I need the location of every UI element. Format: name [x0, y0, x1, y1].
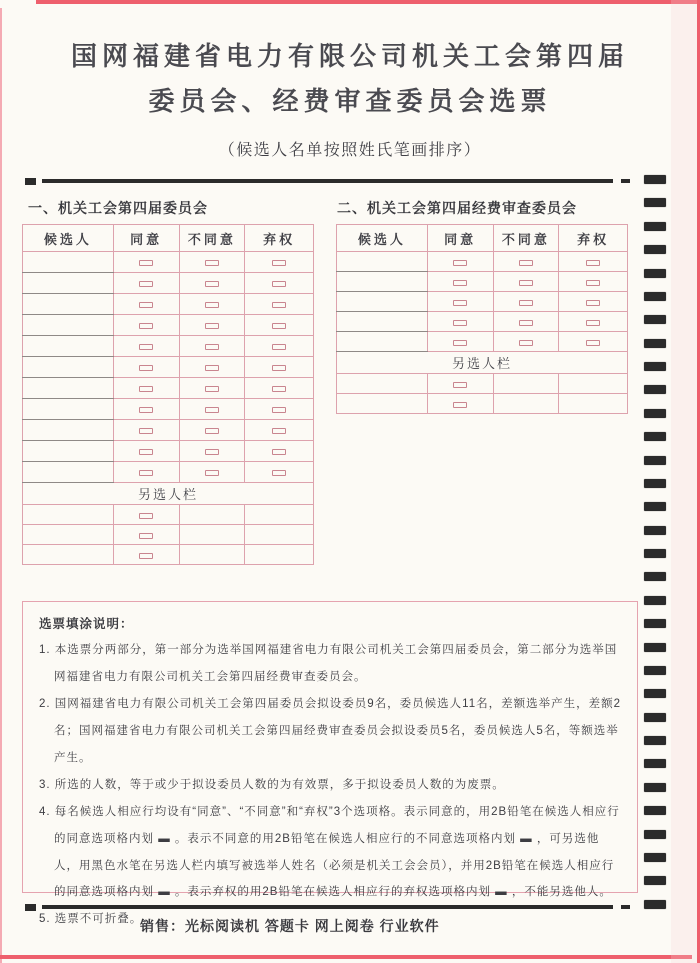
- option-cell: [427, 332, 493, 352]
- timing-mark: [644, 479, 666, 488]
- omr-bubble[interactable]: [519, 280, 533, 286]
- candidate-name-cell[interactable]: [23, 420, 114, 441]
- option-cell: [113, 336, 179, 357]
- separator-bar: [42, 905, 613, 909]
- omr-bubble[interactable]: [586, 280, 600, 286]
- funds-review-ballot-table: [336, 224, 628, 414]
- option-cell: [113, 441, 179, 462]
- option-cell: [493, 252, 559, 272]
- omr-bubble[interactable]: [205, 323, 219, 329]
- omr-bubble[interactable]: [205, 365, 219, 371]
- omr-bubble[interactable]: [519, 260, 533, 266]
- omr-bubble[interactable]: [453, 340, 467, 346]
- omr-bubble[interactable]: [205, 281, 219, 287]
- omr-bubble[interactable]: [453, 260, 467, 266]
- omr-bubble[interactable]: [139, 386, 153, 392]
- omr-bubble[interactable]: [139, 323, 153, 329]
- page-edge-bottom: [0, 955, 692, 959]
- candidate-name-cell[interactable]: [23, 441, 114, 462]
- option-cell: [113, 399, 179, 420]
- column-header-3: 弃权: [559, 225, 628, 252]
- candidate-name-cell[interactable]: [337, 332, 428, 352]
- timing-mark: [644, 876, 666, 885]
- write-in-label-row: [337, 352, 628, 374]
- candidate-row: [337, 332, 628, 352]
- option-cell: [113, 273, 179, 294]
- option-cell: [179, 336, 245, 357]
- timing-mark: [644, 619, 666, 628]
- option-cell: [559, 252, 628, 272]
- omr-bubble[interactable]: [139, 365, 153, 371]
- separator-square-mark: [25, 178, 36, 185]
- column-header-2: 不同意: [179, 225, 245, 252]
- option-cell: [113, 462, 179, 483]
- candidate-name-cell[interactable]: [337, 272, 428, 292]
- omr-bubble[interactable]: [586, 340, 600, 346]
- instruction-item-3: 3. 所选的人数，等于或少于拟设委员人数的为有效票，多于拟设委员人数的为废票。: [39, 778, 505, 791]
- option-cell: [179, 273, 245, 294]
- option-cell: [427, 312, 493, 332]
- omr-bubble[interactable]: [272, 470, 286, 476]
- omr-bubble[interactable]: [586, 300, 600, 306]
- option-cell: [493, 332, 559, 352]
- option-cell: [113, 420, 179, 441]
- omr-bubble[interactable]: [139, 260, 153, 266]
- ballot-subtitle: （候选人名单按照姓氏笔画排序）: [218, 142, 482, 160]
- omr-bubble[interactable]: [453, 320, 467, 326]
- omr-bubble[interactable]: [139, 553, 153, 559]
- empty-cell: [179, 525, 245, 545]
- timing-mark: [644, 806, 666, 815]
- option-cell: [245, 441, 314, 462]
- write-in-section-label: 另选人栏: [337, 352, 628, 374]
- candidate-row: [337, 252, 628, 272]
- option-cell: [427, 272, 493, 292]
- option-cell: [179, 378, 245, 399]
- option-cell: [493, 272, 559, 292]
- option-cell: [493, 312, 559, 332]
- omr-bubble[interactable]: [586, 320, 600, 326]
- omr-bubble[interactable]: [205, 428, 219, 434]
- write-in-name-cell[interactable]: [23, 525, 114, 545]
- instruction-item-2: 2. 国网福建省电力有限公司机关工会第四届委员会拟设委员9名，委员候选人11名，差额选举产生，差额2名；国网福建省电力有限公司机关工会第四届经费审查委员会拟设委员5名，委员候选人5名，等额选举产生。: [39, 698, 622, 764]
- omr-bubble[interactable]: [205, 470, 219, 476]
- table-header-row: [337, 225, 628, 252]
- omr-timing-track: [644, 175, 666, 909]
- empty-cell: [493, 394, 559, 414]
- option-cell: [179, 441, 245, 462]
- timing-mark: [644, 736, 666, 745]
- option-cell: [113, 357, 179, 378]
- empty-cell: [245, 545, 314, 565]
- timing-mark: [644, 269, 666, 278]
- section2-heading: 二、机关工会第四届经费审查委员会: [337, 200, 577, 216]
- omr-bubble[interactable]: [519, 340, 533, 346]
- option-cell: [113, 545, 179, 565]
- table-header-row: [23, 225, 314, 252]
- timing-mark: [644, 315, 666, 324]
- separator-square-mark: [25, 904, 36, 911]
- omr-bubble[interactable]: [139, 281, 153, 287]
- omr-bubble[interactable]: [139, 344, 153, 350]
- write-in-name-cell[interactable]: [337, 374, 428, 394]
- option-cell: [245, 462, 314, 483]
- column-header-0: 候选人: [337, 225, 428, 252]
- separator-line-top: [0, 177, 700, 187]
- empty-cell: [559, 374, 628, 394]
- candidate-name-cell[interactable]: [23, 315, 114, 336]
- omr-bubble[interactable]: [272, 449, 286, 455]
- option-cell: [493, 292, 559, 312]
- timing-mark: [644, 783, 666, 792]
- column-header-0: 候选人: [23, 225, 114, 252]
- timing-mark: [644, 549, 666, 558]
- option-cell: [245, 378, 314, 399]
- candidate-row: [337, 272, 628, 292]
- timing-mark: [644, 362, 666, 371]
- omr-bubble[interactable]: [453, 300, 467, 306]
- option-cell: [559, 272, 628, 292]
- timing-mark: [644, 339, 666, 348]
- option-cell: [245, 420, 314, 441]
- omr-bubble[interactable]: [272, 344, 286, 350]
- timing-mark: [644, 245, 666, 254]
- empty-cell: [245, 505, 314, 525]
- candidate-name-cell[interactable]: [23, 357, 114, 378]
- footer-vendor-text: 销售：光标阅读机 答题卡 网上阅卷 行业软件: [140, 918, 440, 934]
- omr-bubble[interactable]: [453, 402, 467, 408]
- candidate-name-cell[interactable]: [23, 252, 114, 273]
- candidate-row: [23, 357, 314, 378]
- candidate-name-cell[interactable]: [337, 312, 428, 332]
- omr-bubble[interactable]: [139, 533, 153, 539]
- option-cell: [245, 252, 314, 273]
- write-in-name-cell[interactable]: [23, 505, 114, 525]
- timing-mark: [644, 572, 666, 581]
- column-header-1: 同意: [113, 225, 179, 252]
- timing-mark: [644, 502, 666, 511]
- omr-bubble[interactable]: [139, 302, 153, 308]
- option-cell: [113, 315, 179, 336]
- write-in-section-label: 另选人栏: [23, 483, 314, 505]
- write-in-row: [337, 394, 628, 414]
- omr-bubble[interactable]: [139, 513, 153, 519]
- write-in-label-row: [23, 483, 314, 505]
- masthead: [0, 34, 700, 160]
- candidate-row: [23, 315, 314, 336]
- candidate-name-cell[interactable]: [337, 292, 428, 312]
- candidate-row: [23, 252, 314, 273]
- omr-bubble[interactable]: [272, 428, 286, 434]
- write-in-row: [23, 545, 314, 565]
- option-cell: [559, 312, 628, 332]
- timing-mark: [644, 666, 666, 675]
- omr-bubble[interactable]: [205, 260, 219, 266]
- candidate-row: [23, 462, 314, 483]
- option-cell: [427, 374, 493, 394]
- candidate-row: [23, 378, 314, 399]
- timing-mark: [644, 596, 666, 605]
- candidate-row: [23, 420, 314, 441]
- section1-heading: 一、机关工会第四届委员会: [28, 200, 208, 216]
- timing-mark: [644, 689, 666, 698]
- candidate-row: [23, 273, 314, 294]
- separator-bar: [42, 179, 613, 183]
- omr-bubble[interactable]: [205, 449, 219, 455]
- candidate-row: [23, 399, 314, 420]
- omr-bubble[interactable]: [453, 280, 467, 286]
- timing-mark: [644, 830, 666, 839]
- option-cell: [245, 315, 314, 336]
- candidate-row: [337, 312, 628, 332]
- omr-bubble[interactable]: [272, 407, 286, 413]
- option-cell: [179, 399, 245, 420]
- option-cell: [179, 357, 245, 378]
- option-cell: [559, 292, 628, 312]
- write-in-name-cell[interactable]: [23, 545, 114, 565]
- option-cell: [113, 378, 179, 399]
- omr-bubble[interactable]: [519, 300, 533, 306]
- timing-mark: [644, 385, 666, 394]
- candidate-name-cell[interactable]: [23, 399, 114, 420]
- option-cell: [179, 294, 245, 315]
- timing-mark: [644, 222, 666, 231]
- option-cell: [113, 294, 179, 315]
- instruction-item-4: 4. 每名候选人相应行均设有“同意”、“不同意”和“弃权”3个选项格。表示同意的，用2B铅笔在候选人相应行的同意选项格内划 ▬ 。表示不同意的用2B铅笔在候选人相应行的不同意选项格内划 ▬ ，可另选他人，用黑色水笔在另选人栏内填写被选举人姓名（必须是机关工会会员），并用2B铅笔在候选人相应行的同意选项格内划 ▬ 。表示弃权的用2B铅笔在候选人相应行的弃权选项格内划 ▬ ，不能另选他人。: [39, 805, 620, 899]
- write-in-row: [23, 505, 314, 525]
- omr-bubble[interactable]: [139, 470, 153, 476]
- option-cell: [245, 357, 314, 378]
- candidate-name-cell[interactable]: [23, 273, 114, 294]
- timing-mark: [644, 292, 666, 301]
- column-header-3: 弃权: [245, 225, 314, 252]
- column-header-2: 不同意: [493, 225, 559, 252]
- omr-bubble[interactable]: [272, 302, 286, 308]
- ballot-table: [22, 224, 314, 565]
- write-in-row: [337, 374, 628, 394]
- timing-mark: [644, 853, 666, 862]
- candidate-row: [23, 294, 314, 315]
- candidate-name-cell[interactable]: [23, 462, 114, 483]
- candidate-name-cell[interactable]: [23, 378, 114, 399]
- option-cell: [245, 273, 314, 294]
- omr-bubble[interactable]: [205, 407, 219, 413]
- omr-bubble[interactable]: [205, 344, 219, 350]
- ballot-title-line1: 国网福建省电力有限公司机关工会第四届: [70, 41, 629, 71]
- option-cell: [179, 462, 245, 483]
- empty-cell: [179, 505, 245, 525]
- committee-ballot-table: [22, 224, 314, 565]
- write-in-row: [23, 525, 314, 545]
- omr-bubble[interactable]: [205, 302, 219, 308]
- option-cell: [427, 252, 493, 272]
- omr-bubble[interactable]: [272, 323, 286, 329]
- omr-bubble[interactable]: [272, 281, 286, 287]
- empty-cell: [493, 374, 559, 394]
- timing-mark: [644, 759, 666, 768]
- omr-bubble[interactable]: [139, 449, 153, 455]
- option-cell: [113, 525, 179, 545]
- option-cell: [245, 336, 314, 357]
- option-cell: [427, 292, 493, 312]
- instruction-item-5: 5. 选票不可折叠。: [39, 913, 143, 926]
- empty-cell: [245, 525, 314, 545]
- option-cell: [245, 399, 314, 420]
- timing-mark: [644, 175, 666, 184]
- timing-mark: [644, 409, 666, 418]
- timing-mark: [644, 432, 666, 441]
- candidate-name-cell[interactable]: [337, 252, 428, 272]
- ballot-title-line2: 委员会、经费审查委员会选票: [148, 85, 552, 116]
- candidate-name-cell[interactable]: [23, 294, 114, 315]
- column-header-1: 同意: [427, 225, 493, 252]
- instructions-title: 选票填涂说明：: [39, 617, 134, 631]
- timing-mark: [644, 643, 666, 652]
- timing-mark: [644, 526, 666, 535]
- omr-bubble[interactable]: [205, 386, 219, 392]
- omr-bubble[interactable]: [139, 407, 153, 413]
- separator-line-bottom: [0, 903, 700, 913]
- candidate-row: [23, 441, 314, 462]
- candidate-name-cell[interactable]: [23, 336, 114, 357]
- omr-bubble[interactable]: [519, 320, 533, 326]
- separator-dash-mark: [621, 179, 630, 183]
- option-cell: [113, 252, 179, 273]
- separator-dash-mark: [621, 905, 630, 909]
- option-cell: [179, 252, 245, 273]
- option-cell: [559, 332, 628, 352]
- omr-bubble[interactable]: [272, 365, 286, 371]
- option-cell: [245, 294, 314, 315]
- option-cell: [179, 315, 245, 336]
- option-cell: [179, 420, 245, 441]
- empty-cell: [179, 545, 245, 565]
- ballot-table: [336, 224, 628, 414]
- empty-cell: [559, 394, 628, 414]
- page-edge-top: [36, 0, 700, 4]
- option-cell: [427, 394, 493, 414]
- instruction-item-1: 1. 本选票分两部分，第一部分为选举国网福建省电力有限公司机关工会第四届委员会，第二部分为选举国网福建省电力有限公司机关工会第四届经费审查委员会。: [39, 644, 618, 684]
- timing-mark: [644, 198, 666, 207]
- omr-bubble[interactable]: [453, 382, 467, 388]
- candidate-row: [337, 292, 628, 312]
- timing-mark: [644, 456, 666, 465]
- omr-bubble[interactable]: [272, 260, 286, 266]
- write-in-name-cell[interactable]: [337, 394, 428, 414]
- omr-bubble[interactable]: [139, 428, 153, 434]
- timing-mark: [644, 713, 666, 722]
- omr-bubble[interactable]: [586, 260, 600, 266]
- candidate-row: [23, 336, 314, 357]
- omr-bubble[interactable]: [272, 386, 286, 392]
- option-cell: [113, 505, 179, 525]
